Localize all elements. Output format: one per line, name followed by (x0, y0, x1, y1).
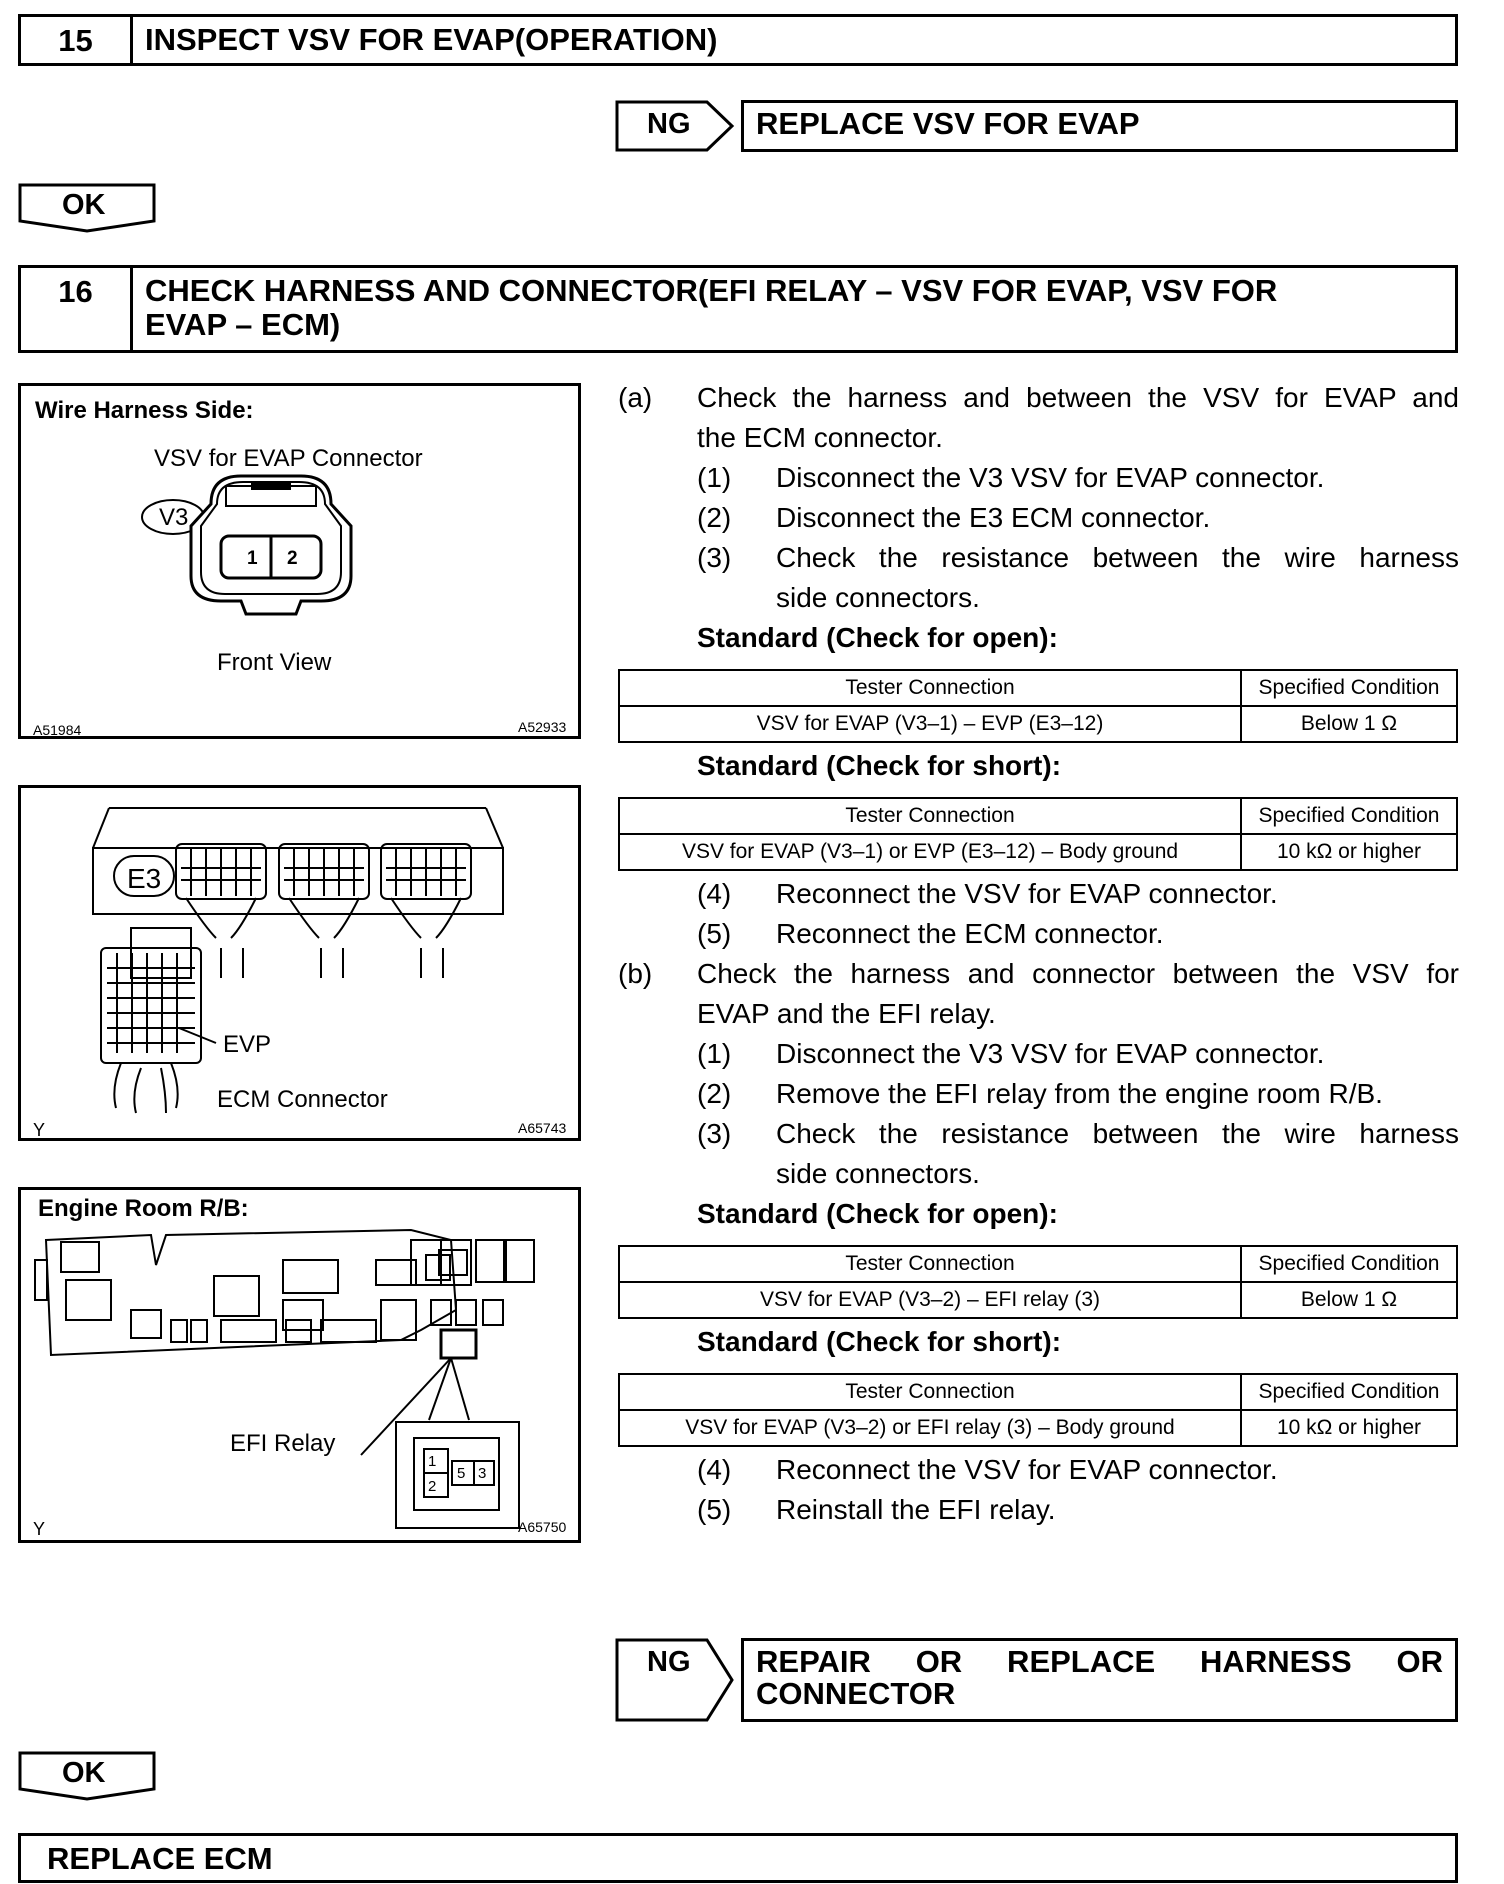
figure-engine-room-rb (18, 1187, 581, 1543)
tester-connection-cell: VSV for EVAP (V3–1) or EVP (E3–12) – Body ground (619, 834, 1241, 870)
ng-label: NG (647, 108, 691, 140)
header-specified-condition: Specified Condition (1241, 798, 1457, 834)
vsv-connector-drawing (21, 386, 578, 736)
item-a-text-line1: Check the harness and between the VSV for EVAP and (697, 382, 1459, 413)
ng-arrow-15 (615, 100, 735, 152)
item-b5-text: Reinstall the EFI relay. (776, 1494, 1056, 1525)
ng-arrow-16 (615, 1638, 735, 1722)
table-header-row (619, 670, 1457, 706)
final-action-box (18, 1833, 1458, 1883)
item-a2-text: Disconnect the E3 ECM connector. (776, 502, 1211, 533)
table-row (619, 1282, 1457, 1318)
item-b4-text: Reconnect the VSV for EVAP connector. (776, 1454, 1278, 1485)
table-header-row (619, 798, 1457, 834)
view-caption: Front View (217, 649, 332, 676)
header-specified-condition: Specified Condition (1241, 1246, 1457, 1282)
spec-table-3 (618, 1245, 1458, 1319)
item-a1-text: Disconnect the V3 VSV for EVAP connector. (776, 462, 1325, 493)
item-b2-text: Remove the EFI relay from the engine room R/B. (776, 1078, 1383, 1109)
item-b-marker: (b) (618, 958, 653, 989)
item-b-text-line2: EVAP and the EFI relay. (697, 998, 996, 1029)
item-b-text-line1: Check the harness and connector between the VSV for (697, 958, 1459, 989)
figure-caption: ECM Connector (217, 1086, 388, 1113)
specified-condition-cell: 10 kΩ or higher (1241, 834, 1457, 870)
ok-label: OK (62, 189, 106, 221)
spec-table-4 (618, 1373, 1458, 1447)
step-title: INSPECT VSV FOR EVAP(OPERATION) (145, 22, 718, 57)
item-b1-text: Disconnect the V3 VSV for EVAP connector. (776, 1038, 1325, 1069)
standard-short-b: Standard (Check for short): (697, 1326, 1062, 1357)
header-tester-connection: Tester Connection (619, 670, 1241, 706)
item-b3-text-line2: side connectors. (776, 1158, 980, 1189)
item-a2-marker: (2) (697, 502, 732, 533)
item-a3-text-line1: Check the resistance between the wire harness (776, 542, 1459, 573)
table-header-row (619, 1246, 1457, 1282)
spec-table-2 (618, 797, 1458, 871)
item-a3-text-line2: side connectors. (776, 582, 980, 613)
step-16-header (18, 265, 1458, 353)
relay-pin-5: 5 (457, 1465, 466, 1482)
tester-connection-cell: VSV for EVAP (V3–1) – EVP (E3–12) (619, 706, 1241, 742)
step-title (133, 268, 1277, 350)
item-a-marker: (a) (618, 382, 653, 413)
tester-connection-cell: VSV for EVAP (V3–2) or EFI relay (3) – Body ground (619, 1410, 1241, 1446)
item-b3-text-line1: Check the resistance between the wire harness (776, 1118, 1459, 1149)
tester-connection-cell: VSV for EVAP (V3–2) – EFI relay (3) (619, 1282, 1241, 1318)
table-header-row (619, 1374, 1457, 1410)
ok-arrow-15 (18, 183, 156, 233)
item-b5-marker: (5) (697, 1494, 732, 1525)
figure-code-left: A51984 (33, 722, 82, 738)
ok-label: OK (62, 1757, 106, 1789)
figure-code-right: A52933 (518, 719, 567, 735)
header-specified-condition: Specified Condition (1241, 1374, 1457, 1410)
pin-label: EVP (223, 1031, 272, 1058)
relay-pin-1: 1 (428, 1453, 437, 1470)
figure-code-left: Y (33, 1519, 46, 1539)
connector-name: VSV for EVAP Connector (154, 445, 423, 472)
header-tester-connection: Tester Connection (619, 1374, 1241, 1410)
specified-condition-cell: Below 1 Ω (1241, 706, 1457, 742)
item-a4-text: Reconnect the VSV for EVAP connector. (776, 878, 1278, 909)
item-a1-marker: (1) (697, 462, 732, 493)
step-title-line1: CHECK HARNESS AND CONNECTOR(EFI RELAY – VSV FOR EVAP, VSV FOR (145, 273, 1278, 308)
item-b2-marker: (2) (697, 1078, 732, 1109)
standard-short-a: Standard (Check for short): (697, 750, 1062, 781)
item-b1-marker: (1) (697, 1038, 732, 1069)
ok-arrow-16 (18, 1751, 156, 1801)
ng-action-15: REPLACE VSV FOR EVAP (741, 100, 1458, 152)
header-tester-connection: Tester Connection (619, 1246, 1241, 1282)
ng-action-line2: CONNECTOR (756, 1676, 956, 1711)
connector-id: V3 (159, 504, 189, 531)
step-title-line2: EVAP – ECM) (145, 307, 341, 342)
step-number: 15 (21, 17, 133, 63)
item-a4-marker: (4) (697, 878, 732, 909)
step-15-header (18, 14, 1458, 66)
figure-code-right: A65743 (518, 1120, 567, 1136)
relay-pin-3: 3 (478, 1465, 487, 1482)
figure-wire-harness (18, 383, 581, 739)
item-a5-marker: (5) (697, 918, 732, 949)
header-specified-condition: Specified Condition (1241, 670, 1457, 706)
step-number: 16 (21, 268, 133, 350)
item-a5-text: Reconnect the ECM connector. (776, 918, 1164, 949)
table-row (619, 706, 1457, 742)
relay-pin-2: 2 (428, 1478, 437, 1495)
connector-id: E3 (127, 863, 162, 894)
item-b3-marker: (3) (697, 1118, 732, 1149)
figure-ecm-connector (18, 785, 581, 1141)
relay-label: EFI Relay (230, 1430, 336, 1457)
figure-heading: Wire Harness Side: (35, 397, 254, 424)
ng-action-16 (741, 1638, 1458, 1722)
item-b4-marker: (4) (697, 1454, 732, 1485)
spec-table-1 (618, 669, 1458, 743)
table-row (619, 834, 1457, 870)
item-a3-marker: (3) (697, 542, 732, 573)
item-a-text-line2: the ECM connector. (697, 422, 943, 453)
specified-condition-cell: 10 kΩ or higher (1241, 1410, 1457, 1446)
standard-open-b: Standard (Check for open): (697, 1198, 1058, 1229)
figure-code-left: Y (33, 1120, 46, 1140)
pin-1: 1 (247, 548, 258, 569)
figure-code-right: A65750 (518, 1519, 567, 1535)
pin-2: 2 (287, 548, 298, 569)
final-action-title: REPLACE ECM (47, 1841, 273, 1876)
standard-open-a: Standard (Check for open): (697, 622, 1058, 653)
table-row (619, 1410, 1457, 1446)
specified-condition-cell: Below 1 Ω (1241, 1282, 1457, 1318)
ng-action-line1: REPAIR OR REPLACE HARNESS OR (756, 1644, 1443, 1679)
header-tester-connection: Tester Connection (619, 798, 1241, 834)
figure-heading: Engine Room R/B: (38, 1195, 249, 1222)
ng-label: NG (647, 1646, 691, 1678)
